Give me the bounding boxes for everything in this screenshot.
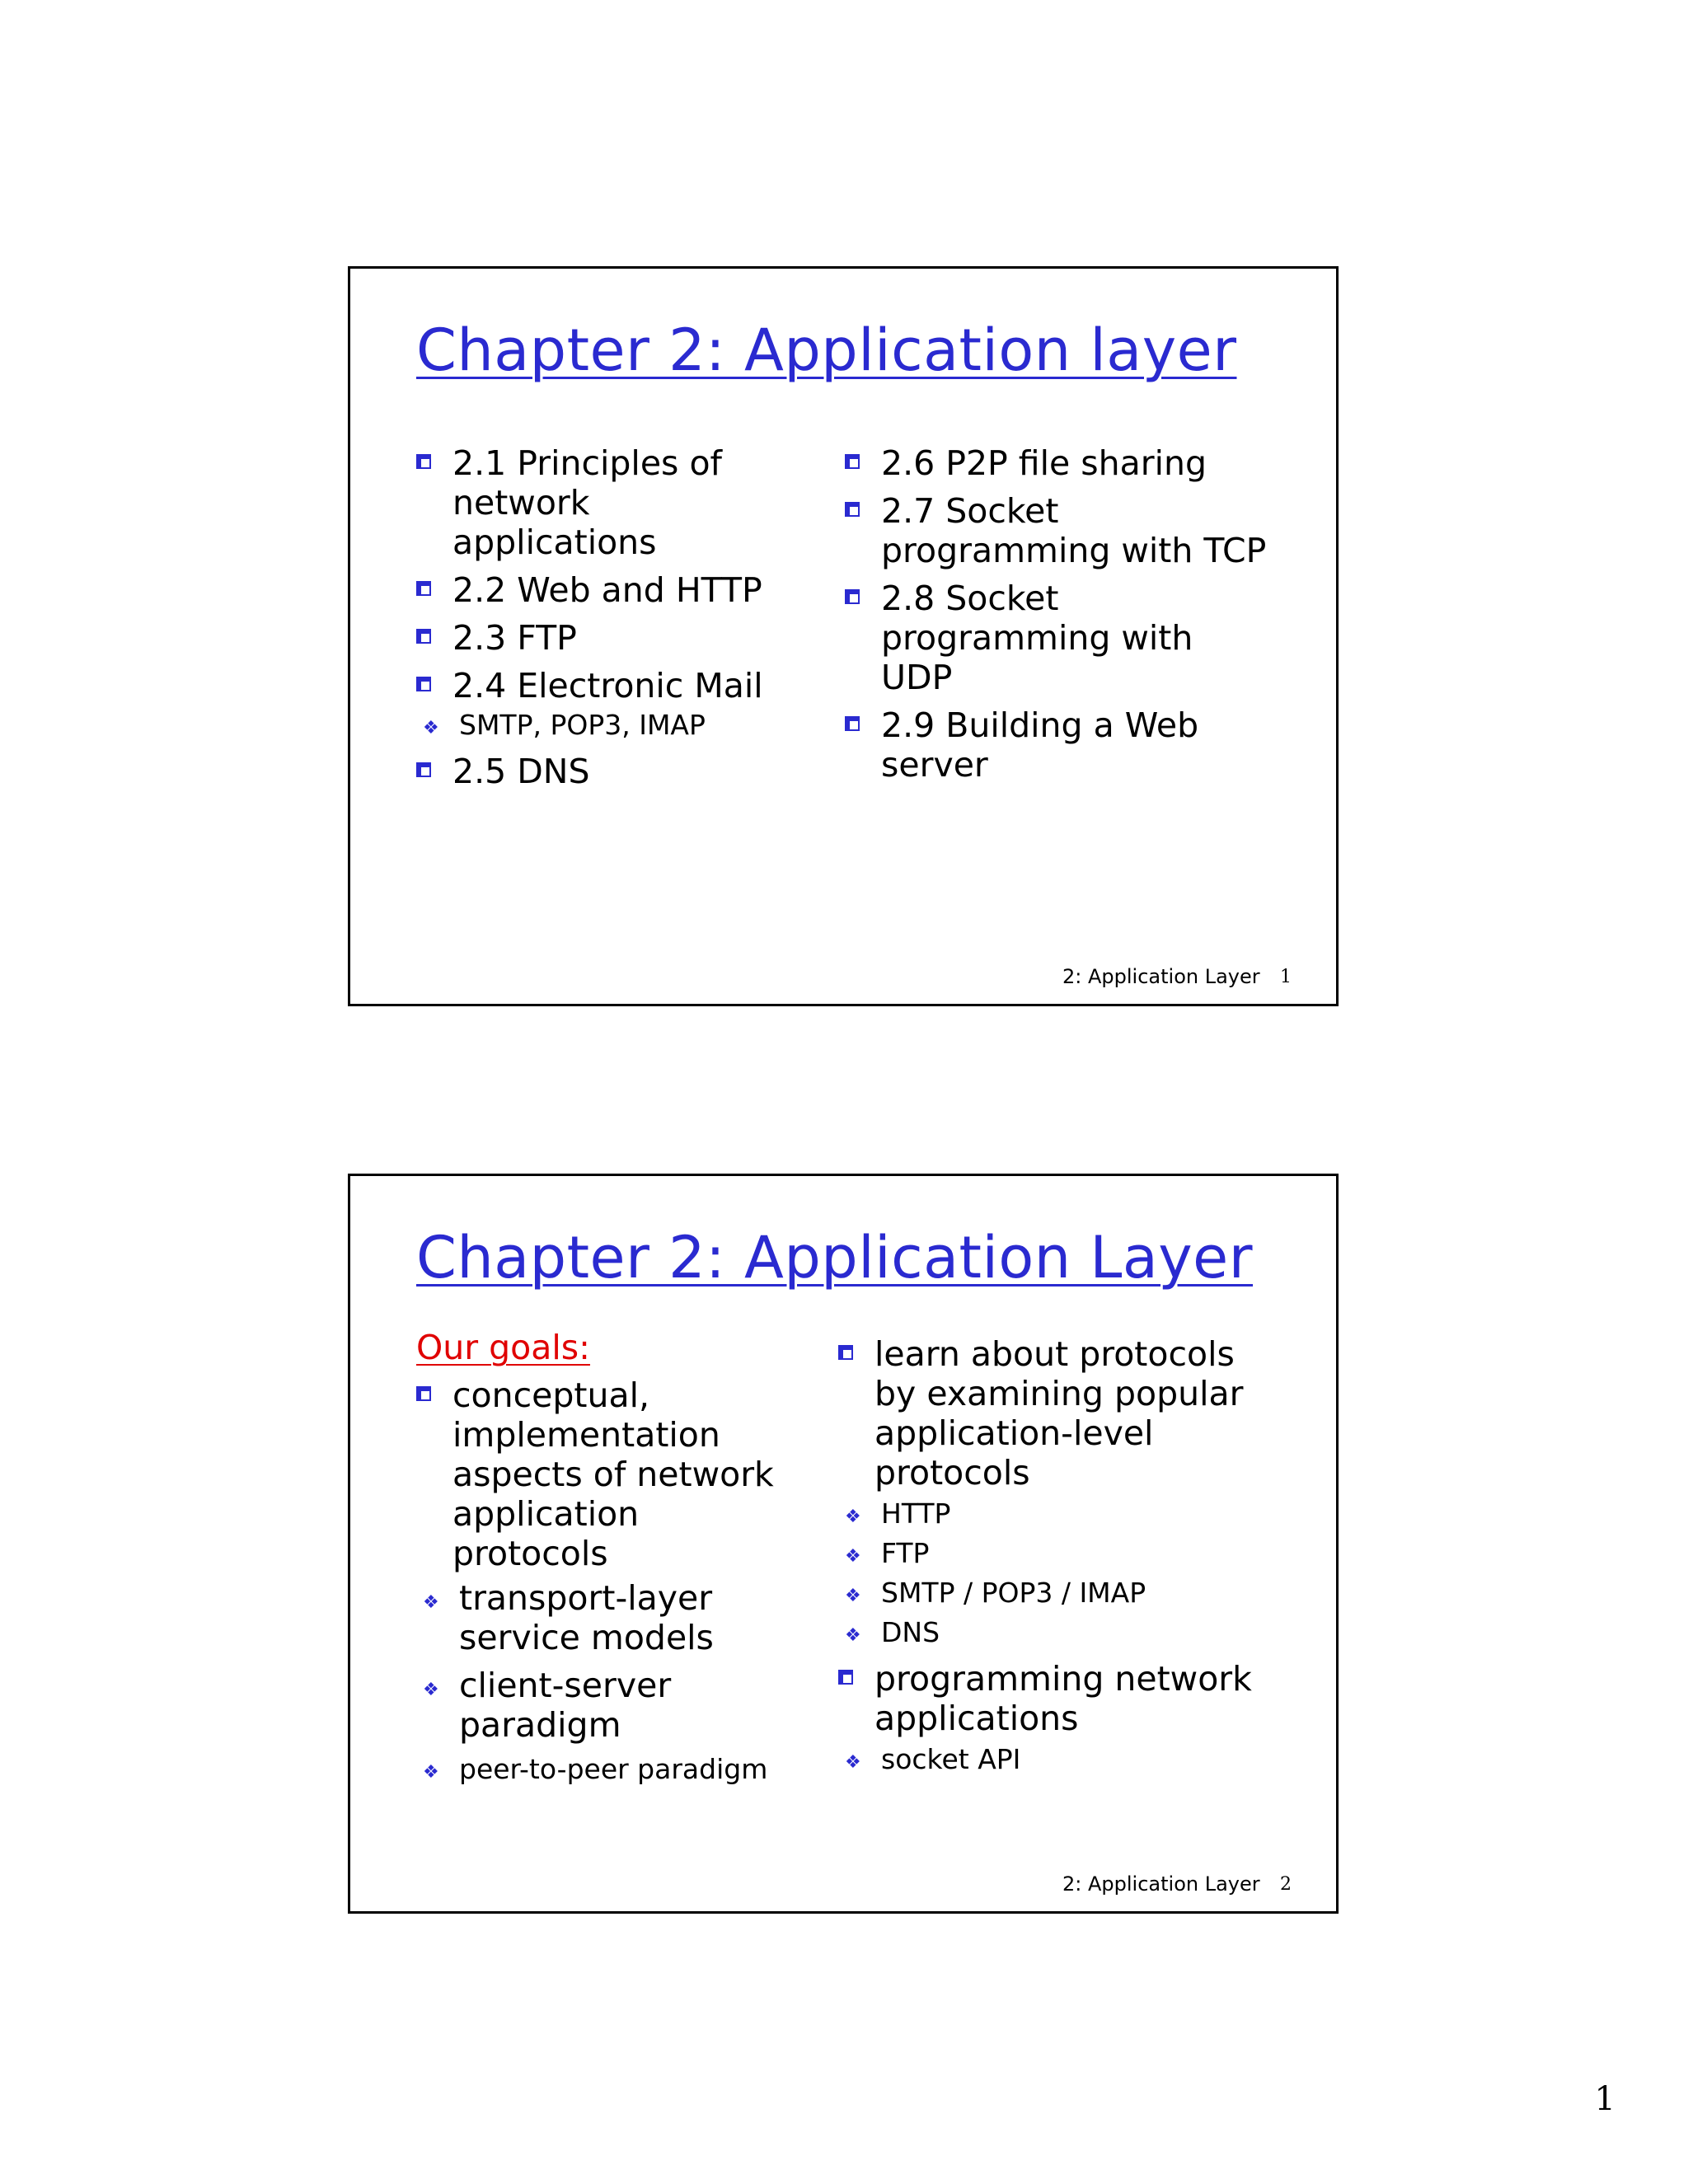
list-item: [845, 705, 1273, 785]
list-item-text: programming network applications: [874, 1659, 1252, 1738]
page-number: 1: [1594, 2080, 1615, 2118]
sub-list-item-text: DNS: [881, 1616, 940, 1648]
sub-list-item: [838, 1537, 1267, 1570]
list-item: [845, 443, 1273, 483]
slide-footer-label: 2: Application Layer: [1062, 1872, 1260, 1896]
hollow-square-icon: [416, 581, 431, 596]
hollow-square-icon: [416, 454, 431, 469]
four-diamond-icon: ❖: [845, 1586, 861, 1606]
list-item: [838, 1659, 1267, 1738]
hollow-square-icon: [416, 762, 431, 777]
slide-1: [348, 266, 1339, 1006]
right-column: [845, 443, 1273, 793]
list-item: [416, 618, 804, 658]
four-diamond-icon: ❖: [423, 718, 439, 738]
list-item-text: 2.1 Principles of network applications: [452, 443, 722, 562]
sub-list-item-text: SMTP, POP3, IMAP: [459, 709, 706, 741]
four-diamond-icon: ❖: [845, 1507, 861, 1527]
slide-number: 2: [1280, 1874, 1292, 1895]
left-column: [416, 443, 804, 799]
hollow-square-icon: [416, 677, 431, 691]
list-item: [416, 752, 804, 791]
sub-list-item-text: transport-layer service models: [459, 1578, 714, 1657]
goals-label: Our goals:: [416, 1328, 590, 1367]
four-diamond-icon: ❖: [423, 1592, 439, 1613]
hollow-square-icon: [416, 629, 431, 644]
four-diamond-icon: ❖: [845, 1625, 861, 1646]
four-diamond-icon: ❖: [845, 1546, 861, 1567]
hollow-square-icon: [845, 589, 860, 604]
slide-number: 1: [1280, 967, 1292, 987]
right-column: [838, 1334, 1267, 1783]
left-column: [416, 1376, 804, 1793]
list-item: [845, 491, 1273, 570]
hollow-square-icon: [838, 1345, 853, 1360]
list-item: [416, 570, 804, 610]
list-item-text: learn about protocols by examining popular application-level protocols: [874, 1334, 1244, 1493]
list-item-text: 2.6 P2P file sharing: [881, 443, 1207, 483]
hollow-square-icon: [416, 1386, 431, 1401]
sub-list-item: [416, 709, 804, 742]
list-item-text: 2.2 Web and HTTP: [452, 570, 762, 610]
hollow-square-icon: [845, 716, 860, 731]
slide-title: Chapter 2: Application Layer: [416, 1224, 1254, 1291]
list-item: [838, 1334, 1267, 1493]
list-item-text: 2.7 Socket programming with TCP: [881, 491, 1267, 570]
four-diamond-icon: ❖: [845, 1752, 861, 1773]
sub-list-item-text: SMTP / POP3 / IMAP: [881, 1577, 1146, 1609]
list-item-text: 2.9 Building a Web server: [881, 705, 1199, 785]
sub-list-item-text: HTTP: [881, 1497, 951, 1530]
sub-list-item: [838, 1616, 1267, 1649]
sub-list-item: [838, 1497, 1267, 1530]
list-item-text: 2.3 FTP: [452, 618, 577, 658]
list-item-text: 2.4 Electronic Mail: [452, 666, 763, 705]
list-item: [416, 1376, 804, 1573]
sub-list-item: [416, 1666, 804, 1745]
sub-list-item-text: client-server paradigm: [459, 1666, 672, 1745]
list-item: [845, 579, 1273, 697]
list-item-text: 2.5 DNS: [452, 752, 590, 791]
list-item: [416, 666, 804, 705]
hollow-square-icon: [845, 454, 860, 469]
sub-list-item: [838, 1577, 1267, 1610]
slide-2: [348, 1174, 1339, 1914]
sub-list-item: [416, 1578, 804, 1657]
hollow-square-icon: [845, 502, 860, 517]
sub-list-item: [416, 1753, 804, 1786]
hollow-square-icon: [838, 1670, 853, 1685]
sub-list-item-text: peer-to-peer paradigm: [459, 1753, 768, 1785]
sub-list-item-text: FTP: [881, 1537, 930, 1569]
list-item-text: 2.8 Socket programming with UDP: [881, 579, 1193, 697]
sub-list-item-text: socket API: [881, 1743, 1021, 1775]
list-item: [416, 443, 804, 562]
four-diamond-icon: ❖: [423, 1762, 439, 1783]
slide-footer-label: 2: Application Layer: [1062, 965, 1260, 988]
list-item-text: conceptual, implementation aspects of network application protocols: [452, 1376, 774, 1573]
slide-title: Chapter 2: Application layer: [416, 316, 1237, 384]
four-diamond-icon: ❖: [423, 1680, 439, 1700]
sub-list-item: [838, 1743, 1267, 1776]
